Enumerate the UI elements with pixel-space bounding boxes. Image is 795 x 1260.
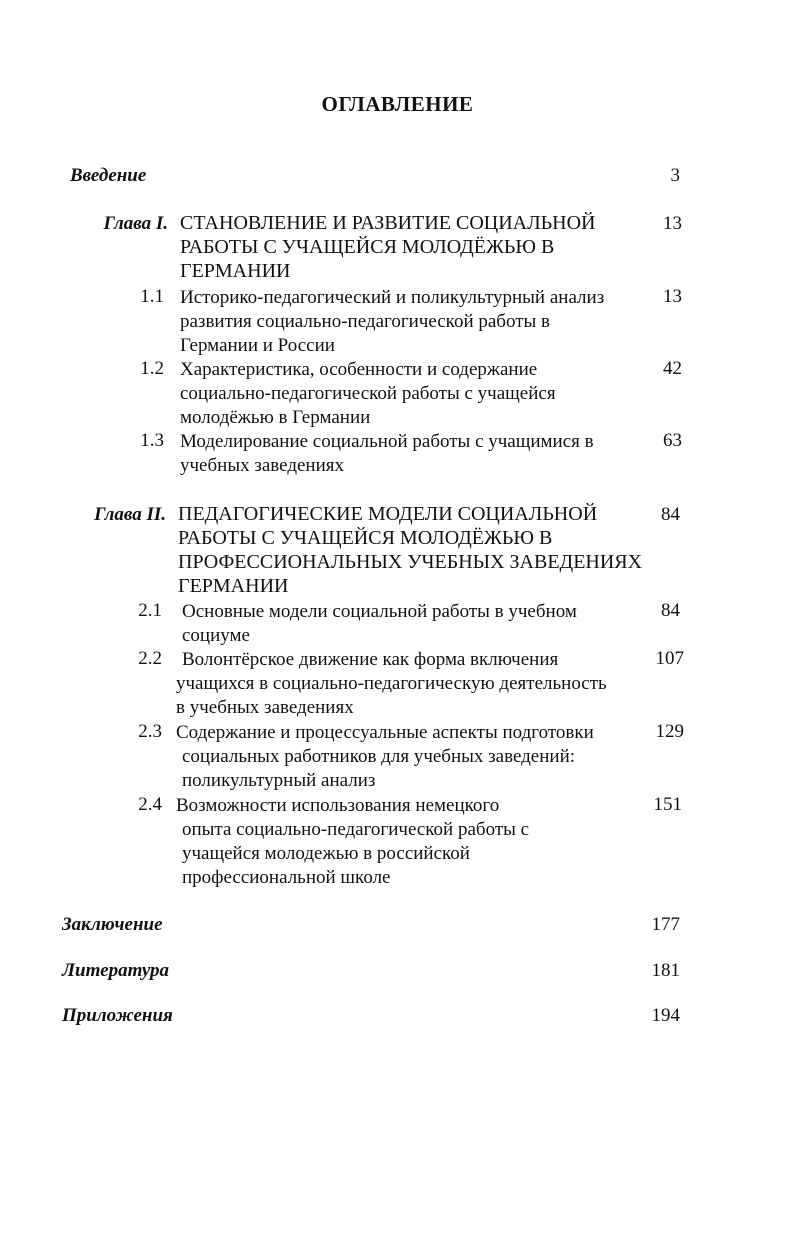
section-title-line: профессиональной школе <box>182 867 391 888</box>
section-title-line: Характеристика, особенности и содержание <box>180 359 538 380</box>
section-number: 2.3 <box>138 721 162 742</box>
section-number: 1.3 <box>140 430 164 451</box>
section-title-line: развития социально-педагогической работы в <box>180 311 550 332</box>
section-title <box>176 648 607 720</box>
section-number: 2.4 <box>138 794 162 815</box>
section-title-line: молодёжью в Германии <box>180 407 371 428</box>
chapter1-title-line: СТАНОВЛЕНИЕ И РАЗВИТИЕ СОЦИАЛЬНОЙ <box>180 212 596 234</box>
section-title-line: учащихся в социально-педагогическую деятельность <box>176 673 607 694</box>
section-title <box>180 430 594 478</box>
page-title: ОГЛАВЛЕНИЕ <box>321 92 474 116</box>
chapter1-title-line: ГЕРМАНИИ <box>180 260 291 282</box>
section-page: 13 <box>663 286 682 307</box>
section-title <box>176 721 594 793</box>
section-page: 42 <box>663 358 682 379</box>
section-title-line: Возможности использования немецкого <box>176 795 500 816</box>
chapter1-label: Глава I. <box>103 213 168 234</box>
section-title <box>180 358 556 430</box>
section-number: 2.1 <box>138 600 162 621</box>
section-title-line: Основные модели социальной работы в учебном <box>182 601 577 622</box>
toc-conclusion-label: Заключение <box>62 914 163 935</box>
section-title-line: социальных работников для учебных заведений: <box>182 746 576 767</box>
chapter2-page: 84 <box>661 504 680 525</box>
toc-literature-page: 181 <box>651 960 680 981</box>
chapter2-title-line: ПЕДАГОГИЧЕСКИЕ МОДЕЛИ СОЦИАЛЬНОЙ <box>178 503 598 525</box>
section-title-line: Волонтёрское движение как форма включения <box>182 649 559 670</box>
toc-intro-page: 3 <box>670 165 680 186</box>
section-page: 107 <box>655 648 684 669</box>
section-number: 1.2 <box>140 358 164 379</box>
section-title-line: учебных заведениях <box>180 455 344 476</box>
toc-literature-label: Литература <box>62 960 170 981</box>
toc-appendix-label: Приложения <box>62 1005 173 1026</box>
section-title-line: Содержание и процессуальные аспекты подготовки <box>176 722 594 743</box>
section-title-line: социуме <box>182 625 250 646</box>
chapter2-label: Глава II. <box>94 504 166 525</box>
section-page: 129 <box>655 721 684 742</box>
chapter2-title <box>178 502 642 598</box>
chapter1-title-line: РАБОТЫ С УЧАЩЕЙСЯ МОЛОДЁЖЬЮ В <box>180 236 555 258</box>
section-title-line: учащейся молодежью в российской <box>182 843 470 864</box>
toc-appendix-page: 194 <box>651 1005 680 1026</box>
chapter2-title-line: ГЕРМАНИИ <box>178 575 289 597</box>
section-title-line: Германии и России <box>180 335 335 356</box>
section-title-line: поликультурный анализ <box>182 770 376 791</box>
section-title <box>182 600 577 648</box>
section-title-line: опыта социально-педагогической работы с <box>182 819 530 840</box>
chapter1-title <box>180 211 595 283</box>
section-page: 151 <box>653 794 682 815</box>
section-number: 1.1 <box>140 286 164 307</box>
section-title-line: социально-педагогической работы с учащейся <box>180 383 556 404</box>
section-title-line: в учебных заведениях <box>176 697 354 718</box>
section-title <box>180 286 604 358</box>
chapter2-title-line: ПРОФЕССИОНАЛЬНЫХ УЧЕБНЫХ ЗАВЕДЕНИЯХ <box>178 551 643 573</box>
chapter1-page: 13 <box>663 213 682 234</box>
chapter2-title-line: РАБОТЫ С УЧАЩЕЙСЯ МОЛОДЁЖЬЮ В <box>178 527 553 549</box>
section-title <box>176 794 529 890</box>
toc-intro-label: Введение <box>70 165 147 186</box>
toc-conclusion-page: 177 <box>651 914 680 935</box>
section-page: 63 <box>663 430 682 451</box>
section-page: 84 <box>661 600 680 621</box>
section-title-line: Моделирование социальной работы с учащимися в <box>180 431 594 452</box>
section-number: 2.2 <box>138 648 162 669</box>
section-title-line: Историко-педагогический и поликультурный анализ <box>180 287 605 308</box>
